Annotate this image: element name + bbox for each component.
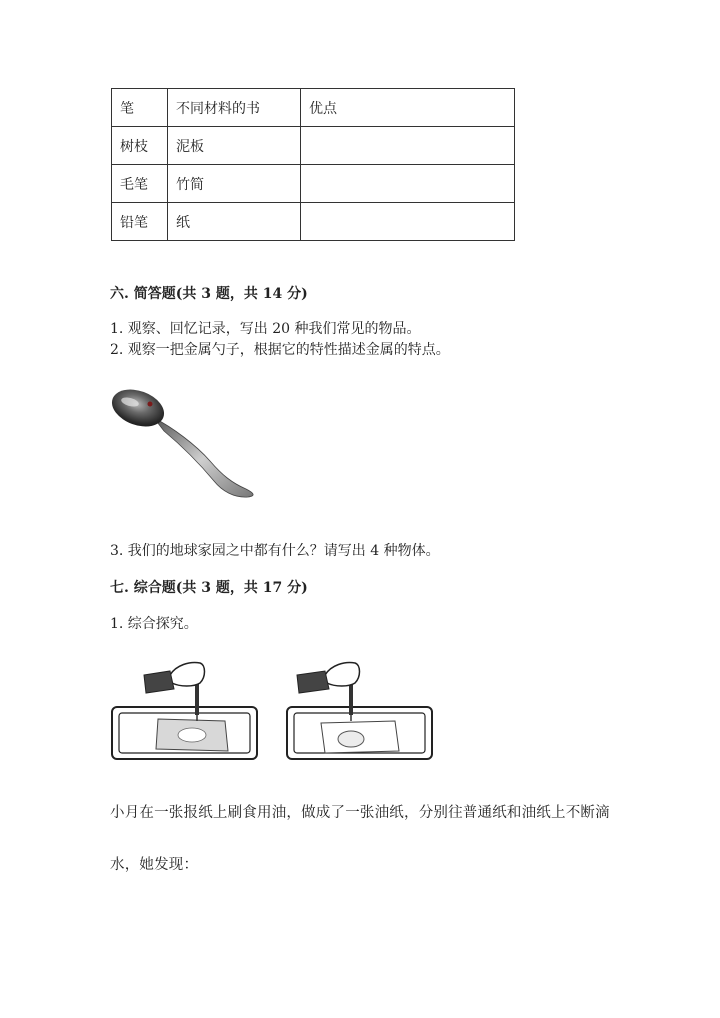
question-6-2: 2. 观察一把金属勺子，根据它的特性描述金属的特点。: [110, 342, 450, 358]
paragraph-line-2: 水，她发现：: [110, 857, 199, 873]
oiled-paper-experiment-image: [285, 655, 445, 765]
table-cell: 树枝: [112, 127, 168, 165]
table-header-cell: 不同材料的书: [168, 89, 301, 127]
question-6-3: 3. 我们的地球家园之中都有什么？请写出 4 种物体。: [110, 543, 440, 559]
materials-table: [111, 88, 515, 241]
table-header-cell: 优点: [301, 89, 515, 127]
table-header-row: [112, 89, 515, 127]
table-cell: [301, 165, 515, 203]
table-row: [112, 203, 515, 241]
question-7-1: 1. 综合探究。: [110, 616, 198, 632]
table-cell: 竹简: [168, 165, 301, 203]
ordinary-paper-experiment-image: [110, 655, 270, 765]
table-cell: [301, 127, 515, 165]
table-header-cell: 笔: [112, 89, 168, 127]
table-cell: 泥板: [168, 127, 301, 165]
table-row: [112, 165, 515, 203]
question-6-1: 1. 观察、回忆记录，写出 20 种我们常见的物品。: [110, 321, 421, 337]
table-cell: 毛笔: [112, 165, 168, 203]
table-cell: [301, 203, 515, 241]
section-7-title: 七. 综合题(共 3 题，共 17 分): [110, 580, 308, 596]
section-6-title: 六. 简答题(共 3 题，共 14 分): [110, 286, 308, 302]
table-cell: 纸: [168, 203, 301, 241]
table-cell: 铅笔: [112, 203, 168, 241]
paragraph-line-1: 小月在一张报纸上刷食用油，做成了一张油纸，分别往普通纸和油纸上不断滴: [110, 805, 610, 821]
table-row: [112, 127, 515, 165]
metal-spoon-image: [110, 385, 260, 500]
